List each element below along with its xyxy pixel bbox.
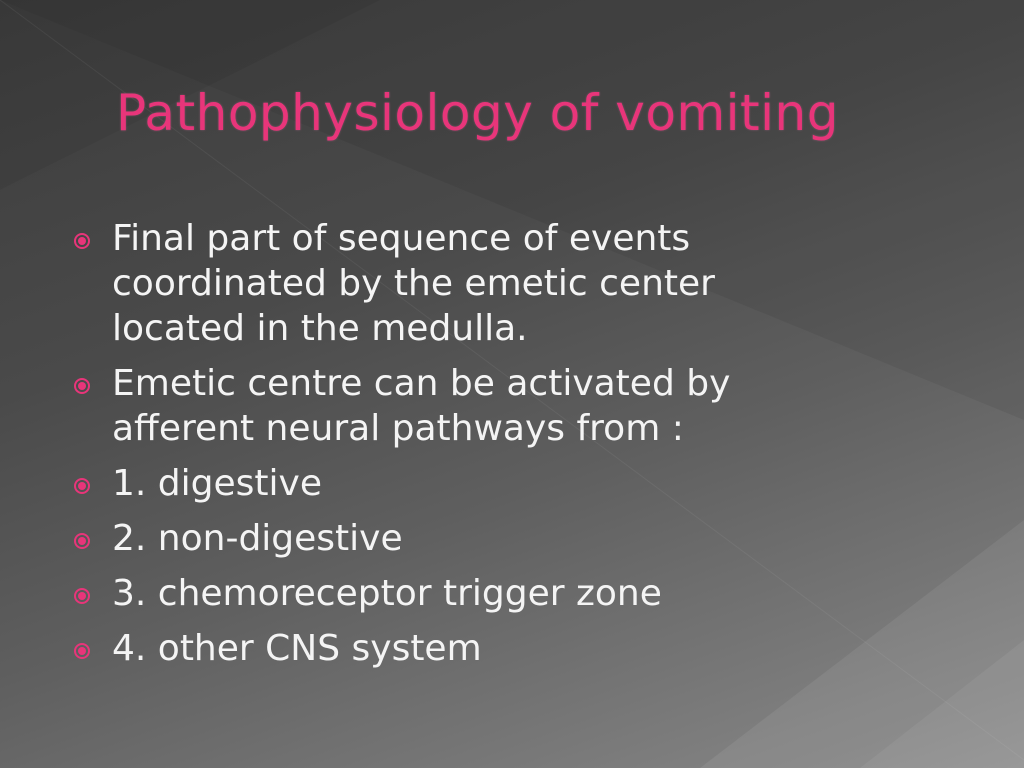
circle-dot-icon — [74, 233, 90, 249]
bullet-text — [112, 626, 972, 671]
bullet-line: located in the medulla. — [112, 308, 528, 349]
bullet-line: coordinated by the emetic center — [112, 263, 715, 304]
circle-dot-icon — [74, 478, 90, 494]
bullet-item — [72, 461, 972, 506]
circle-dot-icon — [74, 378, 90, 394]
bullet-text — [112, 216, 972, 351]
bullet-line: 2. non-digestive — [112, 518, 403, 559]
bullet-item — [72, 516, 972, 561]
slide-title: Pathophysiology of vomiting — [116, 84, 839, 142]
bullet-text — [112, 516, 972, 561]
bullet-text — [112, 571, 972, 616]
bullet-line: Emetic centre can be activated by — [112, 363, 731, 404]
bullet-item — [72, 626, 972, 671]
bullet-line: 1. digestive — [112, 463, 322, 504]
bullet-list — [72, 216, 972, 681]
bullet-line: 3. chemoreceptor trigger zone — [112, 573, 662, 614]
bullet-line: 4. other CNS system — [112, 628, 482, 669]
circle-dot-icon — [74, 588, 90, 604]
circle-dot-icon — [74, 533, 90, 549]
bullet-text — [112, 461, 972, 506]
bullet-line: Final part of sequence of events — [112, 218, 691, 259]
bullet-item — [72, 571, 972, 616]
circle-dot-icon — [74, 643, 90, 659]
bullet-item — [72, 361, 972, 451]
bullet-text — [112, 361, 972, 451]
bullet-line: afferent neural pathways from : — [112, 408, 684, 449]
bullet-item — [72, 216, 972, 351]
